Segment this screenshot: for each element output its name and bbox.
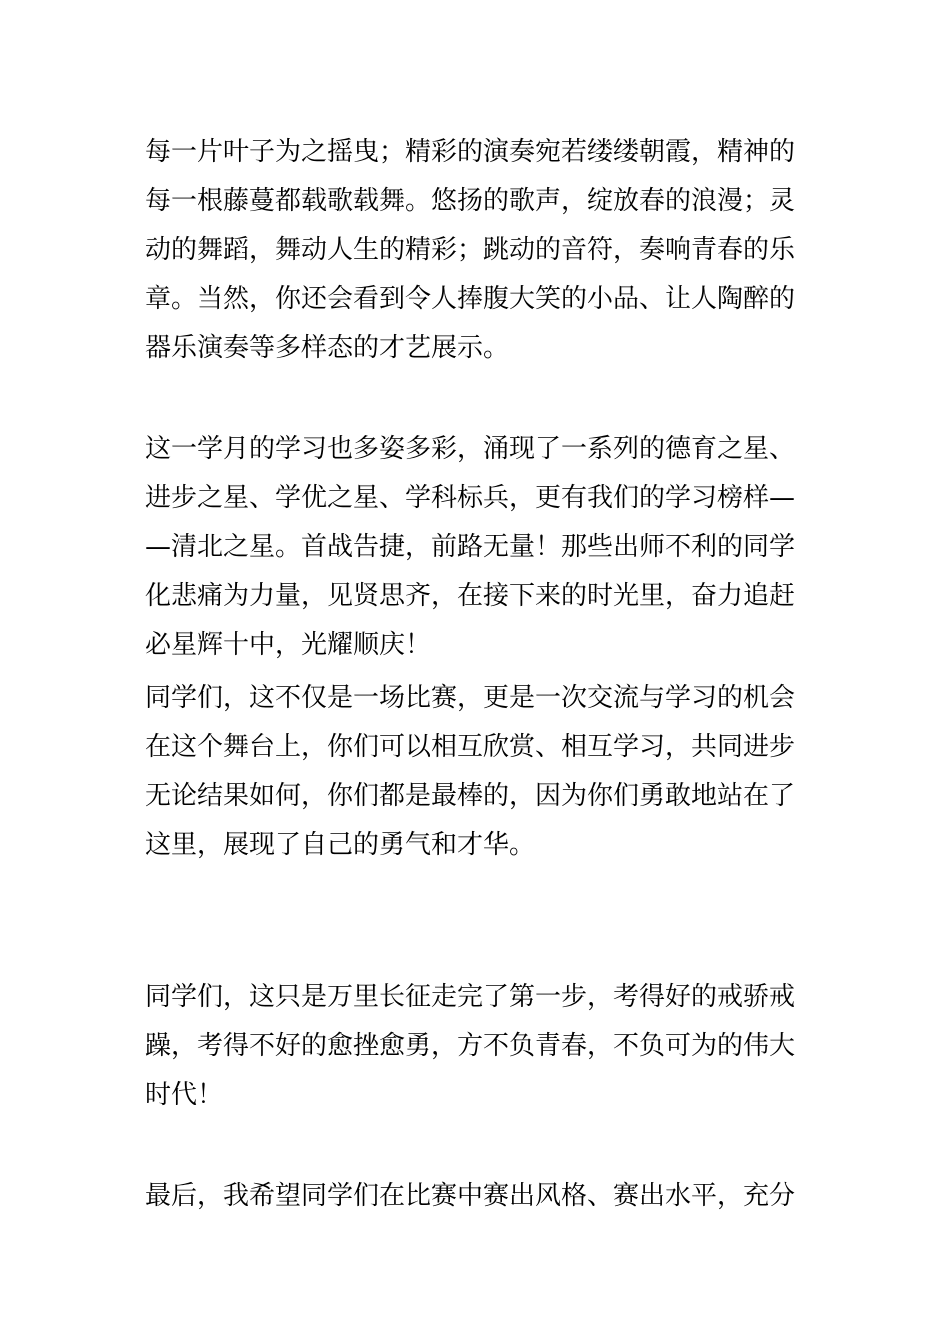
text-line: 必星辉十中，光耀顺庆！	[145, 630, 432, 660]
text-line: 进步之星、学优之星、学科标兵，更有我们的学习榜样—	[145, 483, 796, 513]
text-line: 这里，展现了自己的勇气和才华。	[145, 830, 536, 860]
paragraph-competition	[145, 674, 825, 870]
text-line: 在这个舞台上，你们可以相互欣赏、相互学习，共同进步	[145, 732, 796, 762]
text-line: 这一学月的学习也多姿多彩，涌现了一系列的德育之星、	[145, 434, 796, 464]
text-line: 每一片叶子为之摇曳；精彩的演奏宛若缕缕朝霞，精神的	[145, 137, 796, 167]
text-line: 器乐演奏等多样态的才艺展示。	[145, 333, 510, 363]
text-line: 同学们，这不仅是一场比赛，更是一次交流与学习的机会	[145, 683, 796, 713]
paragraph-study-stars	[145, 425, 825, 670]
text-line: 时代！	[145, 1080, 224, 1110]
text-line: 动的舞蹈，舞动人生的精彩；跳动的音符，奏响青春的乐	[145, 235, 796, 265]
text-line: —清北之星。首战告捷，前路无量！那些出师不利的同学	[145, 532, 796, 562]
text-line: 章。当然，你还会看到令人捧腹大笑的小品、让人陶醉的	[145, 284, 796, 314]
text-line: 每一根藤蔓都载歌载舞。悠扬的歌声，绽放春的浪漫；灵	[145, 186, 796, 216]
text-line: 同学们，这只是万里长征走完了第一步，考得好的戒骄戒	[145, 982, 796, 1012]
paragraph-performance	[145, 128, 825, 373]
paragraph-closing	[145, 1172, 825, 1221]
text-line: 最后，我希望同学们在比赛中赛出风格、赛出水平，充分	[145, 1181, 796, 1211]
text-line: 躁，考得不好的愈挫愈勇，方不负青春，不负可为的伟大	[145, 1031, 796, 1061]
text-line: 化悲痛为力量，见贤思齐，在接下来的时光里，奋力追赶	[145, 581, 796, 611]
text-line: 无论结果如何，你们都是最棒的，因为你们勇敢地站在了	[145, 781, 796, 811]
paragraph-long-march	[145, 973, 825, 1120]
